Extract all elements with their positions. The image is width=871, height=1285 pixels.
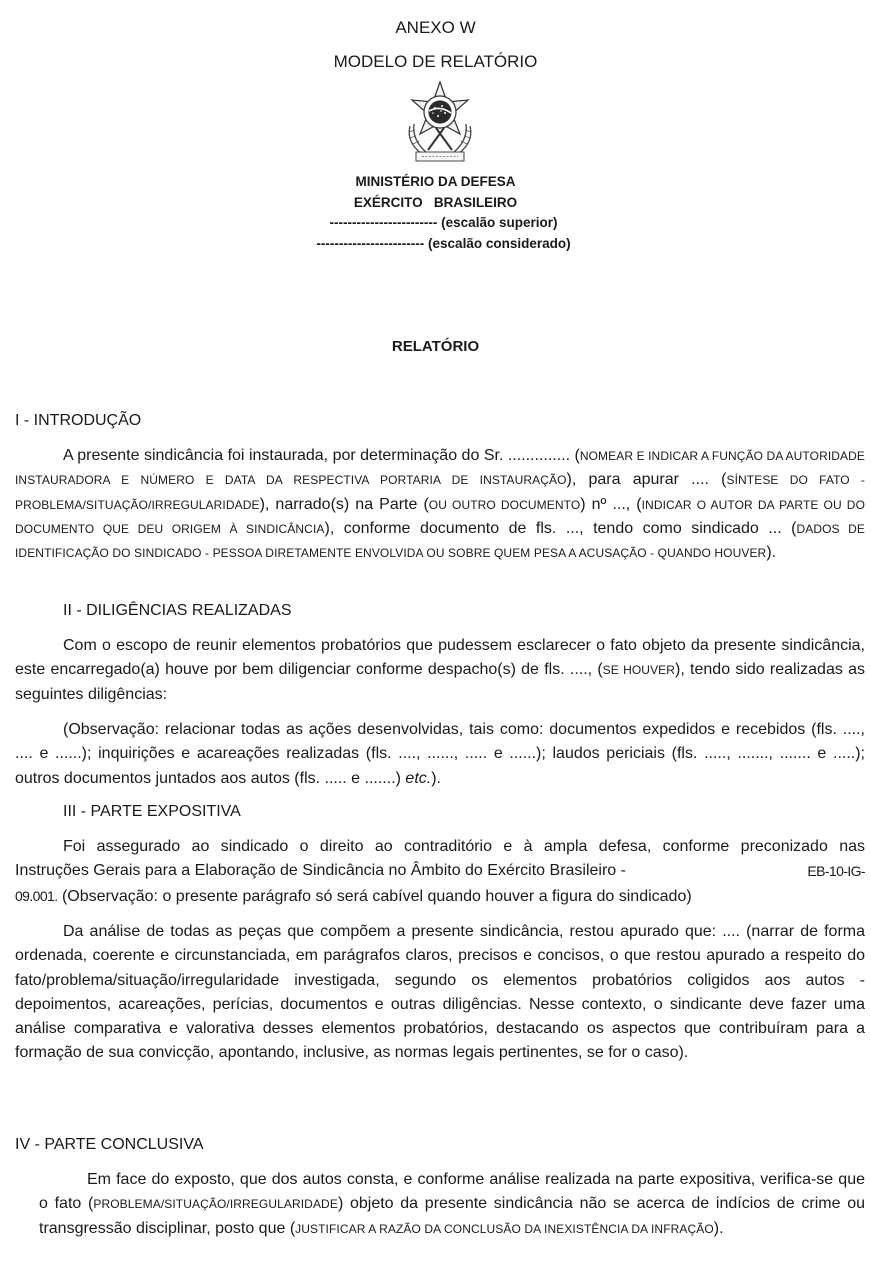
expository-heading: III - PARTE EXPOSITIVA — [63, 803, 241, 820]
intro-paragraph: A presente sindicância foi instaurada, por determinação do Sr. .............. (NOMEAR E INDICAR A FUNÇÃO DA AUTORIDADE INSTAURADORA E NÚMERO E DATA DA RESPECTIVA PORTARIA DE INSTAURAÇÃO), para apurar .... (SÍNTESE DO FATO - PROBLEMA/SITUAÇÃO/IRREGULARIDADE), narrado(s) na Parte (OU OUTRO DOCUMENTO) nº ..., (INDICAR O AUTOR DA PARTE OU DO DOCUMENTO QUE DEU ORIGEM À SINDICÂNCIA), conforme documento de fls. ..., tendo como sindicado ... (DADOS DE IDENTIFICAÇÃO DO SINDICADO - PESSOA DIRETAMENTE ENVOLVIDA OU SOBRE QUEM PESA A ACUSAÇÃO - QUANDO HOUVER). — [15, 447, 866, 562]
document-title: RELATÓRIO — [391, 338, 480, 355]
diligences-heading: II - DILIGÊNCIAS REALIZADAS — [63, 602, 292, 619]
superior-echelon-line: ------------------------ (escalão superior) — [329, 215, 558, 230]
intro-heading: I - INTRODUÇÃO — [15, 412, 142, 429]
diligences-observation: (Observação: relacionar todas as ações desenvolvidas, tais como: documentos expedidos e recebidos (fls. ...., .... e ......); inquirições e acareações realizadas (fls. ...., ......, ..... e ......); laudos periciais (fls. ....., ......., ....... e .....); outros documentos juntados aos autos (fls. ..... e .......) etc.). — [15, 721, 865, 787]
diligences-paragraph: Com o escopo de reunir elementos probatórios que pudessem esclarecer o fato objeto da presente sindicância, este encarregado(a) houve por bem diligenciar conforme despacho(s) de fls. ...., (SE HOUVER), tendo sido realizadas as seguintes diligências: — [15, 637, 865, 703]
considered-echelon-line: ------------------------ (escalão considerado) — [316, 235, 571, 251]
annex-title: ANEXO W — [395, 18, 476, 37]
model-title: MODELO DE RELATÓRIO — [333, 52, 538, 71]
conclusion-heading: IV - PARTE CONCLUSIVA — [15, 1136, 204, 1153]
expository-paragraph-2: Da análise de todas as peças que compõem a presente sindicância, restou apurado que: .... (narrar de forma ordenada, coerente e circunstanciada, em parágrafos claros, precisos e concisos, o que restou apurado a respeito do fato/problema/situação/irregularidade investigada, segundo os elementos probatórios coligidos aos autos - depoimentos, acareações, perícias, documentos e outras diligências. Nesse contexto, o sindicante deve fazer uma análise comparativa e valorativa desses elementos probatórios, destacando os aspectos que contribuíram para a formação de sua convicção, apontando, inclusive, as normas legais pertinentes, se for o caso). — [15, 923, 865, 1062]
conclusion-paragraph: Em face do exposto, que dos autos consta, e conforme análise realizada na parte expositiva, verifica-se que o fato (PROBLEMA/SITUAÇÃO/IRREGULARIDADE) objeto da presente sindicância não se acerca de indícios de crime ou transgressão disciplinar, posto que (JUSTIFICAR A RAZÃO DA CONCLUSÃO DA INEXISTÊNCIA DA INFRAÇÃO). — [39, 1171, 865, 1237]
expository-paragraph-1: Foi assegurado ao sindicado o direito ao contraditório e à ampla defesa, conforme preconizado nas Instruções Gerais para a Elaboração de Sindicância no Âmbito do Exército Brasileiro - EB-10-IG- 09.001. (Observação: o presente parágrafo só será cabível quando houver a figura do sindicado) — [15, 838, 865, 905]
ministry-line: MINISTÉRIO DA DEFESA — [355, 174, 516, 189]
army-line: EXÉRCITO BRASILEIRO — [353, 194, 518, 210]
coat-of-arms-brazil-icon — [402, 80, 478, 164]
